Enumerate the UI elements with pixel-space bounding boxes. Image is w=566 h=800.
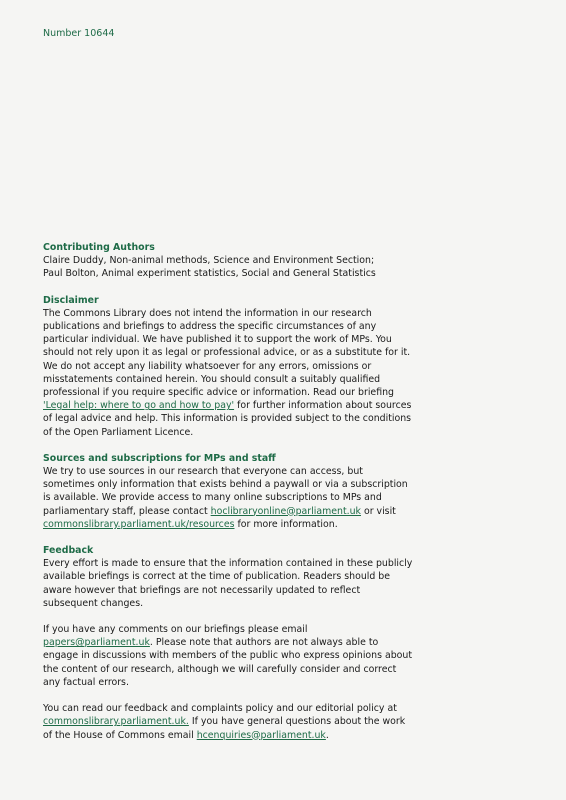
disclaimer-section	[43, 294, 413, 439]
sources-text-after: for more information.	[234, 518, 338, 530]
sources-heading: Sources and subscriptions for MPs and staff	[43, 452, 276, 464]
sources-text-before: We try to use sources in our research that everyone can access, but sometimes only information that exists behind a paywall or via a subscription is available. We provide access to many online subscriptions to MPs and parliamentary staff, please contact	[43, 466, 408, 517]
hcenquiries-email-link[interactable]: hcenquiries@parliament.uk	[196, 729, 326, 741]
feedback-p2-before: If you have any comments on our briefings please email	[43, 624, 308, 636]
authors-heading: Contributing Authors	[43, 242, 155, 253]
legal-help-link[interactable]: 'Legal help: where to go and how to pay'	[43, 400, 235, 412]
authors-line-2: Paul Bolton, Animal experiment statistics, Social and General Statistics	[43, 268, 376, 280]
feedback-paragraph-1: Every effort is made to ensure that the information contained in these publicly available briefings is correct at the time of publication. Readers should be aware however that briefings are not necessarily updated to reflect subsequent changes.	[43, 558, 413, 609]
disclaimer-heading: Disclaimer	[43, 294, 99, 306]
commonslibrary-link[interactable]: commonslibrary.parliament.uk.	[43, 716, 189, 728]
feedback-paragraph-2	[43, 623, 413, 689]
feedback-p3-mid: If you have general questions about the work of the House of Commons email	[43, 716, 406, 741]
disclaimer-text-before: The Commons Library does not intend the information in our research publications and briefings to address the specific circumstances of any particular individual. We have published it to support the work of MPs. You should not rely upon it as legal or professional advice, or as a substitute for it. We do not accept any liability whatsoever for any errors, omissions or misstatements contained herein. You should consult a suitably qualified professional if you require specific advice or information. Read our briefing	[43, 307, 411, 399]
authors-section	[43, 241, 413, 281]
feedback-p3-after: .	[325, 729, 329, 741]
resources-link[interactable]: commonslibrary.parliament.uk/resources	[43, 518, 235, 530]
disclaimer-text-after: for further information about sources of legal advice and help. This information is provided subject to the conditions of the Open Parliament Licence.	[43, 400, 412, 438]
content-body	[43, 241, 413, 755]
sources-text	[43, 465, 413, 531]
feedback-p3-before: You can read our feedback and complaints policy and our editorial policy at	[43, 703, 397, 715]
feedback-heading: Feedback	[43, 545, 94, 557]
feedback-section	[43, 544, 413, 742]
feedback-p2-after: . Please note that authors are not always able to engage in discussions with members of the public who express opinions about the content of our research, although we will carefully consider and correct any factual errors.	[43, 637, 413, 688]
papers-email-link[interactable]: papers@parliament.uk	[43, 637, 150, 649]
sources-text-mid: or visit	[360, 505, 396, 517]
hoclibrary-email-link[interactable]: hoclibraryonline@parliament.uk	[210, 505, 361, 517]
authors-line-1: Claire Duddy, Non-animal methods, Science and Environment Section;	[43, 255, 375, 267]
disclaimer-text	[43, 307, 413, 439]
document-number: Number 10644	[43, 28, 115, 39]
sources-section	[43, 452, 413, 531]
feedback-paragraph-3	[43, 702, 413, 742]
